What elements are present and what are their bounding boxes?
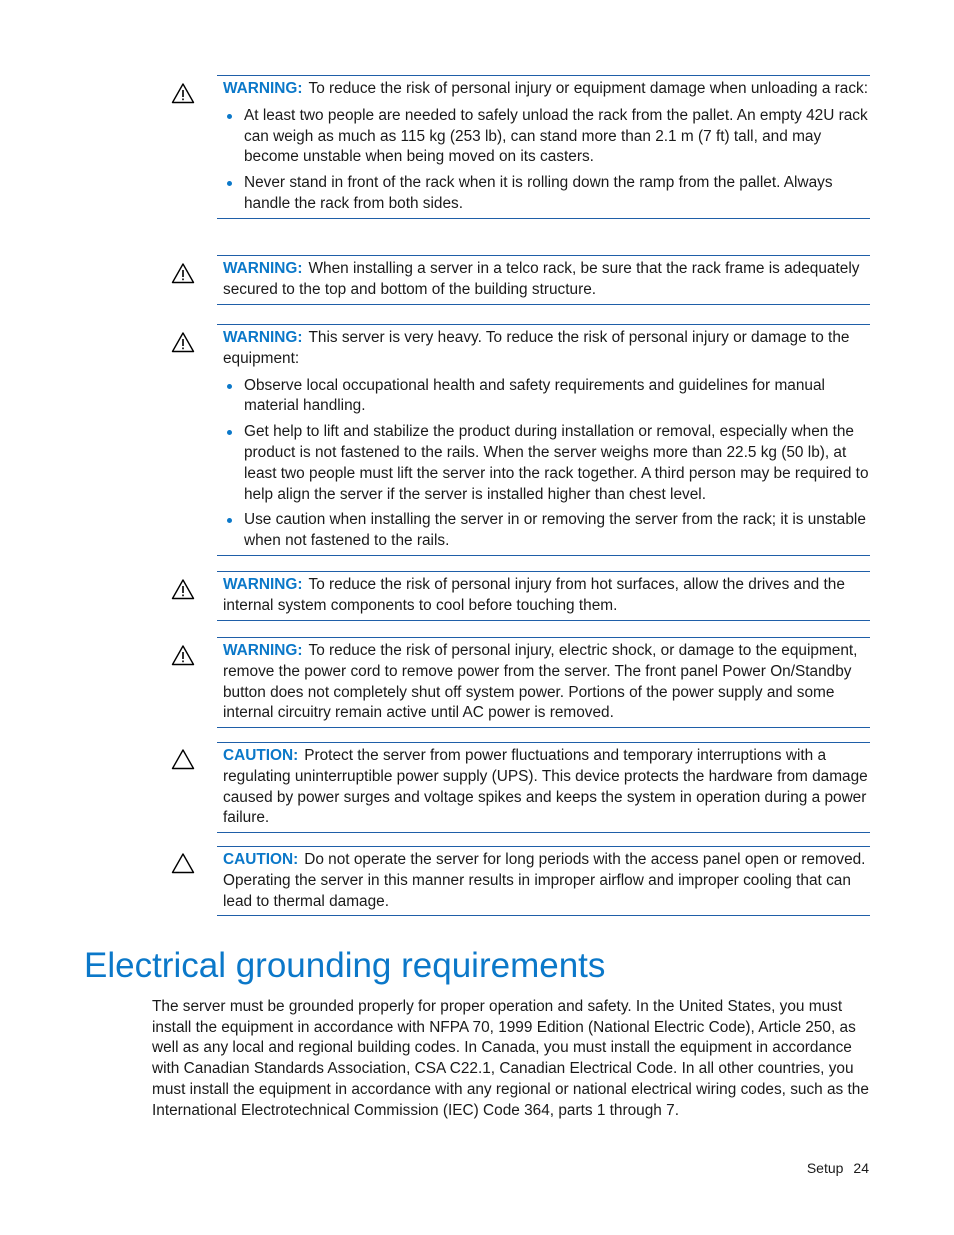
notice-text — [223, 746, 870, 829]
warning-icon — [171, 644, 195, 666]
notice-label: WARNING: — [223, 642, 303, 659]
section-body: The server must be grounded properly for proper operation and safety. In the United States, you must install the equipment in accordance with NFPA 70, 1999 Edition (National Electric Code), Article 250, as well as any local and regional building codes. In Canada, you must install the equipment in accordance with Canadian Standards Association, CSA C22.1, Canadian Electrical Code. In all other countries, you must install the equipment in accordance with any regional or national electrical wiring codes, such as the International Electrotechnical Commission (IEC) Code 364, parts 1 through 7. — [152, 998, 869, 1119]
notice-label: WARNING: — [223, 260, 303, 277]
list-item: Get help to lift and stabilize the product during installation or removal, especially when the product is not fastened to the rails. When the server weighs more than 22.5 kg (50 lb), at least two people must lift the server into the rack together. A third person may be required to help align the server if the server is installed higher than chest level. — [244, 422, 870, 505]
warning-notice-heavy-server — [217, 324, 870, 556]
notice-text — [223, 328, 870, 370]
notice-text — [223, 641, 870, 724]
warning-notice-unloading — [217, 75, 870, 219]
bullet-list — [223, 106, 870, 215]
notice-text — [223, 259, 870, 301]
warning-icon — [171, 262, 195, 284]
notice-body: To reduce the risk of personal injury, electric shock, or damage to the equipment, remove the power cord to remove power from the server. The front panel Power On/Standby button does not completely shut off system power. Portions of the power supply and some internal circuitry remain active until AC power is removed. — [223, 642, 858, 722]
caution-icon — [171, 852, 195, 874]
notice-body: This server is very heavy. To reduce the risk of personal injury or damage to the equipment: — [223, 329, 850, 367]
list-item: Never stand in front of the rack when it is rolling down the ramp from the pallet. Always handle the rack from both sides. — [244, 173, 870, 215]
notice-label: WARNING: — [223, 329, 303, 346]
page-footer — [807, 1158, 869, 1178]
section-heading: Electrical grounding requirements — [84, 946, 606, 985]
notice-text — [223, 79, 870, 100]
warning-notice-hot-surfaces — [217, 571, 870, 621]
notice-label: CAUTION: — [223, 747, 299, 764]
list-item: Use caution when installing the server in or removing the server from the rack; it is unstable when not fastened to the rails. — [244, 510, 870, 552]
notice-label: CAUTION: — [223, 851, 299, 868]
notice-body: When installing a server in a telco rack, be sure that the rack frame is adequately secured to the top and bottom of the building structure. — [223, 260, 860, 298]
notice-label: WARNING: — [223, 80, 303, 97]
warning-notice-telco-rack — [217, 255, 870, 305]
bullet-list — [223, 376, 870, 552]
notice-body: To reduce the risk of personal injury from hot surfaces, allow the drives and the internal system components to cool before touching them. — [223, 576, 845, 614]
page-number: 24 — [853, 1160, 869, 1176]
notice-body: Do not operate the server for long periods with the access panel open or removed. Operating the server in this manner results in improper airflow and improper cooling that can lead to thermal damage. — [223, 851, 866, 910]
footer-section: Setup — [806, 1160, 844, 1176]
notice-body: Protect the server from power fluctuations and temporary interruptions with a regulating uninterruptible power supply (UPS). This device protects the hardware from damage caused by power surges and voltage spikes and keeps the system in operation during a power failure. — [223, 747, 868, 827]
warning-notice-electric-shock — [217, 637, 870, 728]
notice-label: WARNING: — [223, 576, 303, 593]
caution-icon — [171, 748, 195, 770]
notice-body: To reduce the risk of personal injury or equipment damage when unloading a rack: — [308, 80, 869, 97]
warning-icon — [171, 578, 195, 600]
warning-icon — [171, 331, 195, 353]
notice-text — [223, 850, 870, 912]
caution-notice-access-panel — [217, 846, 870, 916]
list-item: Observe local occupational health and safety requirements and guidelines for manual material handling. — [244, 376, 870, 418]
warning-icon — [171, 82, 195, 104]
notice-text — [223, 575, 870, 617]
list-item: At least two people are needed to safely unload the rack from the pallet. An empty 42U rack can weigh as much as 115 kg (253 lb), can stand more than 2.1 m (7 ft) tall, and may become unstable when being moved on its casters. — [244, 106, 870, 168]
caution-notice-ups — [217, 742, 870, 833]
